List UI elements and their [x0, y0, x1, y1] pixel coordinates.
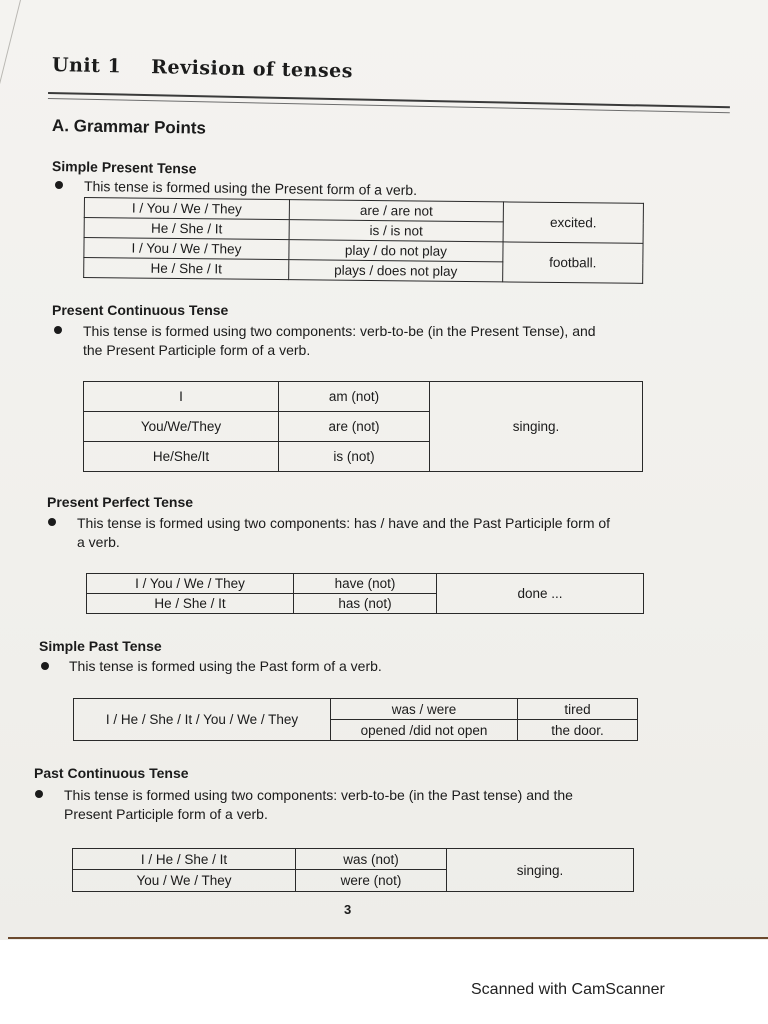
present-continuous-description — [83, 322, 596, 360]
scanner-watermark: Scanned with CamScanner — [471, 981, 665, 998]
present-perfect-description — [77, 514, 610, 552]
description-line: This tense is formed using two components: has / have and the Past Participle form of — [77, 515, 611, 531]
subject-cell: I / He / She / It / You / We / They — [74, 699, 331, 741]
bullet-icon — [35, 790, 43, 798]
subject-cell: He / She / It — [84, 258, 289, 280]
present-continuous-table — [83, 381, 643, 472]
past-continuous-table — [72, 848, 634, 892]
verb-cell: opened /did not open — [331, 720, 518, 741]
subject-cell: I / You / We / They — [87, 574, 294, 594]
page-number: 3 — [344, 902, 352, 917]
simple-past-description: This tense is formed using the Past form of a verb. — [69, 658, 382, 674]
ending-cell: football. — [503, 242, 643, 283]
verb-cell: have (not) — [294, 574, 437, 594]
description-line: Present Participle form of a verb. — [64, 806, 268, 822]
scanner-footer — [0, 940, 768, 1024]
subject-cell: I / He / She / It — [73, 849, 296, 870]
subject-cell: You / We / They — [73, 870, 296, 892]
simple-present-description: This tense is formed using the Present form of a verb. — [83, 178, 418, 199]
verb-cell: are / are not — [289, 200, 503, 222]
table-row — [73, 849, 634, 870]
section-title: A. Grammar Points — [51, 116, 207, 138]
verb-cell: play / do not play — [289, 240, 503, 262]
ending-cell: excited. — [503, 202, 643, 243]
simple-present-heading: Simple Present Tense — [51, 158, 197, 177]
ending-cell: singing. — [430, 382, 643, 472]
subject-cell: I — [84, 382, 279, 412]
table-row — [74, 699, 638, 720]
bullet-icon — [48, 518, 56, 526]
present-continuous-heading: Present Continuous Tense — [52, 302, 229, 318]
verb-cell: has (not) — [294, 594, 437, 614]
subject-cell: He / She / It — [87, 594, 294, 614]
verb-cell: were (not) — [296, 870, 447, 892]
past-continuous-description — [64, 786, 573, 824]
subject-cell: He/She/It — [84, 442, 279, 472]
verb-cell: is / is not — [289, 220, 503, 242]
ending-cell: done ... — [437, 574, 644, 614]
simple-present-table — [83, 197, 644, 284]
ending-cell: the door. — [518, 720, 638, 741]
verb-cell: was (not) — [296, 849, 447, 870]
verb-cell: are (not) — [279, 412, 430, 442]
description-line: a verb. — [77, 534, 120, 550]
bullet-icon — [55, 181, 63, 189]
bullet-icon — [54, 326, 62, 334]
unit-label: Unit 1 — [51, 54, 122, 78]
description-line: the Present Participle form of a verb. — [83, 342, 311, 358]
verb-cell: was / were — [331, 699, 518, 720]
table-row — [87, 574, 644, 594]
bullet-icon — [41, 662, 49, 670]
page-bottom-edge — [8, 937, 768, 939]
present-perfect-heading: Present Perfect Tense — [47, 494, 194, 510]
subject-cell: I / You / We / They — [84, 238, 289, 260]
ending-cell: singing. — [447, 849, 634, 892]
verb-cell: plays / does not play — [289, 260, 503, 282]
simple-past-table — [73, 698, 638, 741]
ending-cell: tired — [518, 699, 638, 720]
subject-cell: He / She / It — [84, 218, 289, 240]
past-continuous-heading: Past Continuous Tense — [34, 765, 189, 781]
subject-cell: You/We/They — [84, 412, 279, 442]
verb-cell: am (not) — [279, 382, 430, 412]
simple-past-heading: Simple Past Tense — [39, 638, 162, 654]
subject-cell: I / You / We / They — [84, 198, 289, 220]
description-line: This tense is formed using two components: verb-to-be (in the Past tense) and the — [64, 787, 573, 803]
present-perfect-table — [86, 573, 644, 614]
verb-cell: is (not) — [279, 442, 430, 472]
table-row — [84, 382, 643, 412]
unit-name: Revision of tenses — [150, 56, 354, 83]
description-line: This tense is formed using two components: verb-to-be (in the Present Tense), and — [83, 323, 596, 339]
